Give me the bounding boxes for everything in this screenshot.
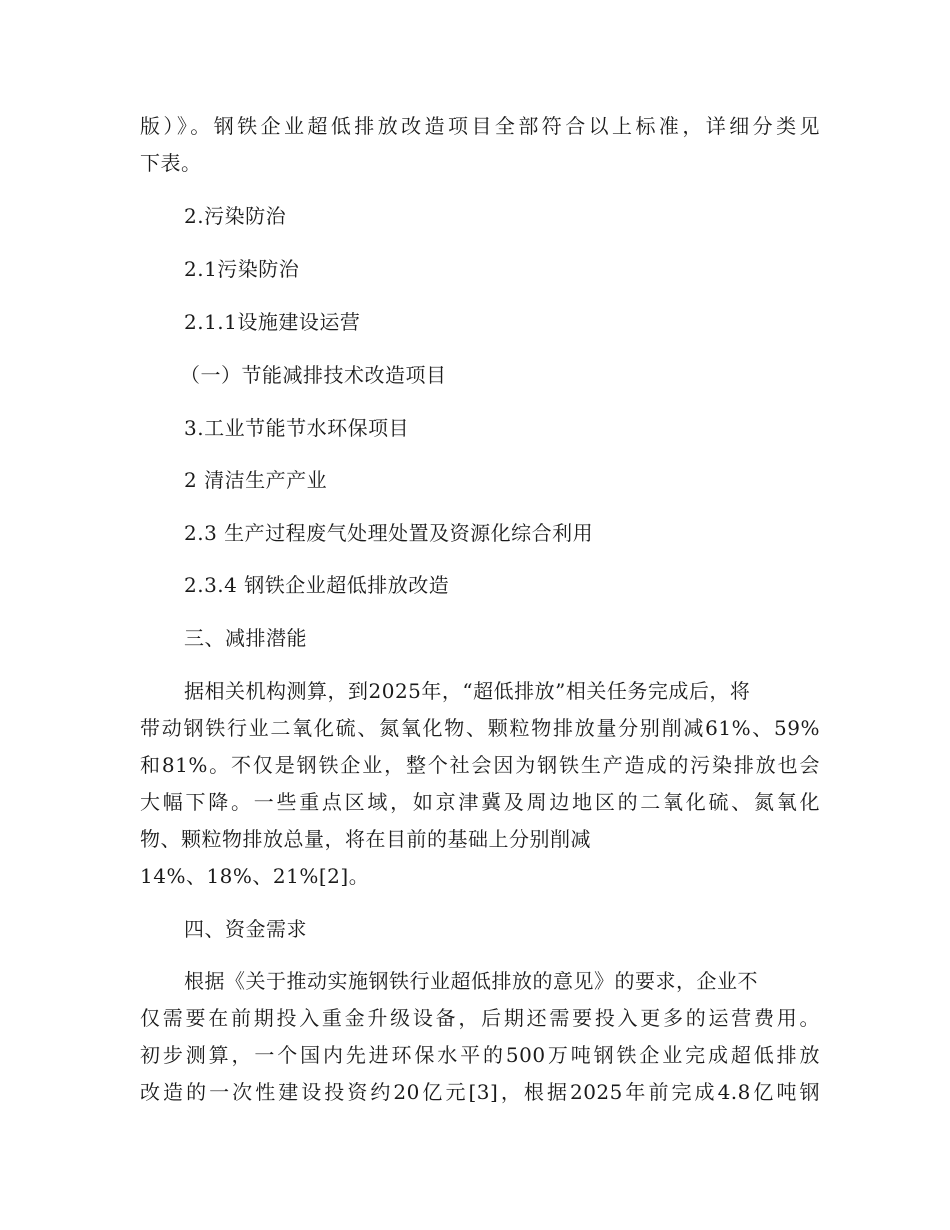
paragraph-line: 仅需要在前期投入重金升级设备，后期还需要投入更多的运营费用。 xyxy=(140,1006,820,1030)
paragraph-line: 初步测算，一个国内先进环保水平的500万吨钢铁企业完成超低排放 xyxy=(140,1043,820,1067)
paragraph-line: 和81%。不仅是钢铁企业，整个社会因为钢铁生产造成的污染排放也会 xyxy=(140,753,820,777)
section-heading: 2.1污染防治 xyxy=(184,257,300,281)
section-heading: （一）节能减排技术改造项目 xyxy=(180,363,447,387)
paragraph-line: 下表。 xyxy=(140,151,202,175)
section-heading: 三、减排潜能 xyxy=(184,626,307,650)
paragraph-line: 带动钢铁行业二氧化硫、氮氧化物、颗粒物排放量分别削减61%、59% xyxy=(140,716,820,740)
section-heading: 3.工业节能节水环保项目 xyxy=(184,416,410,440)
paragraph-line: 版）》。钢铁企业超低排放改造项目全部符合以上标准，详细分类见 xyxy=(140,114,820,138)
paragraph-line: 根据《关于推动实施钢铁行业超低排放的意见》的要求，企业不 xyxy=(184,969,758,993)
paragraph-line: 14%、18%、21%[2]。 xyxy=(140,864,370,888)
paragraph-line: 据相关机构测算，到2025年，“超低排放”相关任务完成后，将 xyxy=(184,679,751,703)
section-heading: 2.3 生产过程废气处理处置及资源化综合利用 xyxy=(184,521,594,545)
section-heading: 2.3.4 钢铁企业超低排放改造 xyxy=(184,573,450,597)
section-heading: 2 清洁生产产业 xyxy=(184,468,328,492)
section-heading: 2.污染防治 xyxy=(184,204,287,228)
paragraph-line: 改造的一次性建设投资约20亿元[3]，根据2025年前完成4.8亿吨钢 xyxy=(140,1080,820,1104)
section-heading: 四、资金需求 xyxy=(184,917,307,941)
paragraph-line: 大幅下降。一些重点区域，如京津冀及周边地区的二氧化硫、氮氧化 xyxy=(140,790,820,814)
section-heading: 2.1.1设施建设运营 xyxy=(184,310,361,334)
paragraph-line: 物、颗粒物排放总量，将在目前的基础上分别削减 xyxy=(140,827,591,851)
